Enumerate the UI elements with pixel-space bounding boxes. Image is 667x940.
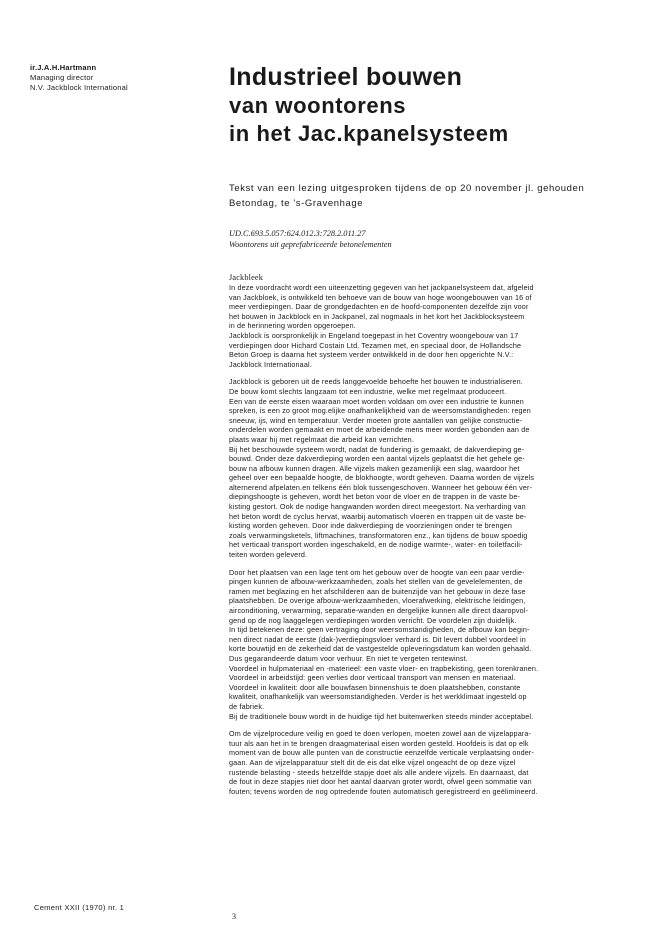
text-line: spreken, is een zo groot mog.elijke onafhankelijkheid van de weersomstandigheden: regen: [229, 406, 531, 416]
page-number: 3: [232, 912, 236, 921]
text-line: Jackblock is geboren uit de reeds langgevoelde behoefte het bouwen te industrialiseren.: [229, 377, 523, 387]
text-line: fouten; tevens worden de nog optredende fouten automatisch geregistreerd en geëlimineerd.: [229, 786, 538, 796]
text-line: diepingshoogte is geheven, wordt het beton voor de vloer en de trappen in de vaste be-: [229, 492, 521, 502]
text-line: In tijd betekenen deze: geen vertraging door weersomstandigheden, de afbouw kan begin-: [229, 625, 530, 635]
section-heading: Jackbleek: [229, 273, 264, 282]
text-line: kisting gestort. Ook de nodige hangwanden worden direct meegestort. Na verharding van: [229, 502, 526, 512]
text-line: ramen met beglazing en het afschilderen aan de buitenzijde van het gebouw in deze fase: [229, 586, 526, 596]
text-line: het verticaal transport worden ingeschakeld, en de nodige warmte-, water- en toiletfacili-: [229, 540, 523, 550]
text-line: verdiepingen door Hichard Costain Ltd. Tezamen met, en speciaal door, de Hollandsche: [229, 340, 522, 350]
text-line: het beton wordt de cyclus hervat, waarbij automatisch vloeren en trappen uit de vaste be-: [229, 511, 527, 521]
text-line: Voordeel in arbeidstijd: geen verlies door verticaal transport van mensen en materiaal.: [229, 673, 516, 683]
paragraph: [229, 568, 617, 722]
text-line: plaats waar hij met regelmaat die arbeid kan verrichten.: [229, 434, 414, 444]
text-line: onderdelen worden gemaakt en moet de arbeidende mens meer worden gebonden aan de: [229, 425, 530, 435]
text-line: Dus gegarandeerde datum voor verhuur. En niet te vergeten rentewinst.: [229, 653, 468, 663]
text-line: plaatshebben. De overige afbouw-werkzaamheden, vloerafwerking, elektrische leidingen,: [229, 596, 526, 606]
text-line: Beton Groep is daarna het systeem verder ontwikkeld in de door hen opgerichte N.V.:: [229, 350, 514, 360]
author-block: [30, 63, 128, 93]
text-line: airconditioning, verwarming, separatie-wanden en dergelijke kunnen alle direct daaropvol-: [229, 606, 529, 615]
text-line: gaan. Aan de vijzelapparatuur stelt dit de eis dat elke vijzel ongeacht de op deze vijzel: [229, 757, 516, 767]
journal-citation: Cement XXII (1970) nr. 1: [34, 903, 125, 912]
subtitle-line-2: Betondag, te 's-Gravenhage: [229, 198, 364, 209]
text-line: Bij het beschouwde systeem wordt, nadat de fundering is gemaakt, de dakverdieping ge-: [229, 444, 525, 454]
udc-description: Woontorens uit geprefabriceerde betonelementen: [229, 240, 392, 249]
text-line: tuur als aan het in te brengen draagmateriaal eisen worden gesteld. Hoofdeis is dat op elk: [229, 738, 529, 748]
text-line: Voordeel in hulpmateriaal en -materieel: een vaste vloer- en trapbekisting, geen torenkranen.: [229, 663, 539, 673]
text-line: Jackblock is oorspronkelijk in Engeland toegepast in het Coventry woongebouw van 17: [229, 330, 519, 340]
text-line: bouw na afbouw kunnen dragen. Alle vijzels maken gezamenlijk een slag, waardoor het: [229, 463, 520, 473]
author-company: N.V. Jackblock International: [30, 83, 128, 92]
text-line: Een van de eerste eisen waaraan moet worden voldaan om over een industrie te kunnen: [229, 396, 524, 406]
text-line: teiten worden geleverd.: [229, 550, 308, 560]
text-line: Voordeel in kwaliteit: door alle bouwfasen binnenshuis te doen plaatshebben, constante: [229, 682, 521, 692]
text-line: moment van de bouw alle punten van de constructie eenzelfde verticale verplaatsing onder-: [229, 748, 535, 758]
text-line: sneeuw, ijs, wind en temperatuur. Verder moeten grote aantallen van gelijke constructie-: [229, 415, 523, 425]
title-line-3: in het Jac.kpanelsysteem: [229, 121, 509, 146]
text-line: Jackblock Internationaal.: [229, 359, 312, 369]
udc-classification: [229, 228, 392, 250]
text-line: in de herinnering worden opgeroepen.: [229, 321, 356, 331]
udc-code: UD.C.693.5.057:624.012.3:728.2.011.27: [229, 229, 366, 238]
text-line: Door het plaatsen van een lage tent om het gebouw over de hoogte van een paar verdie-: [229, 567, 525, 577]
text-line: korte bouwtijd en de zekerheid dat de vastgestelde opleveringsdatum kan worden gehaald.: [229, 644, 532, 654]
title-line-2: van woontorens: [229, 93, 407, 118]
text-line: Om de vijzelprocedure veilig en goed te doen verlopen, moeten zowel aan de vijzelappara-: [229, 729, 532, 739]
text-line: van Jackbloek, is ontwikkeld ten behoeve van de bouw van hoge woongebouwen van 16 of: [229, 292, 532, 302]
paragraph: [229, 377, 617, 559]
paragraph: [229, 283, 617, 369]
text-line: meer verdiepingen. Daar de grondgedachten en de hoofd-componenten dezelfde zijn voor: [229, 302, 529, 312]
text-line: kisting worden geheven. Door inde dakverdieping de voorzieningen onder te brengen: [229, 521, 513, 531]
text-line: rustende belasting - steeds hetzelfde stapje doet als alle andere vijzels. En daarnaast, dat: [229, 767, 529, 777]
text-line: kwaliteit, onafhankelijk van weersomstandigheden. Verder is het werkklimaat ingesteld op: [229, 692, 527, 702]
text-line: de fout in deze stapjes niet door het aantal daarvan groter wordt, ofwel geen sommatie van: [229, 777, 532, 787]
article-body: [229, 273, 617, 804]
paragraphs-container: [229, 283, 617, 796]
author-role: Managing director: [30, 73, 94, 82]
author-name: ir.J.A.H.Hartmann: [30, 63, 97, 72]
text-line: zoals verwarmingsketels, liftmachines, transformatoren enz., kan tijdens de bouw spoedig: [229, 530, 528, 540]
text-line: gend op de nog laaggelegen verdiepingen worden verricht. De voordelen zijn duidelijk.: [229, 615, 517, 625]
subtitle-line-1: Tekst van een lezing uitgesproken tijdens de op 20 november jl. gehouden: [229, 183, 585, 194]
text-line: alternerend afpelaten.en telkens één blok tussengeschoven. Wanneer het gebouw één ver-: [229, 482, 533, 492]
paragraph: [229, 729, 617, 796]
article-title: [229, 62, 509, 148]
text-line: De bouw komt slechts langzaam tot een industrie, welke met regelmaat produceert.: [229, 386, 507, 396]
text-line: nen direct nadat de eerste (dak-)verdiepingsvloer verhard is. Dit levert dubbel voordeel in: [229, 634, 526, 644]
text-line: pingen kunnen de afbouw-werkzaamheden, zoals het stellen van de gevelelementen, de: [229, 577, 523, 587]
text-line: In deze voordracht wordt een uiteenzetting gegeven van het jackpanelsysteem dat, afgeleid: [229, 283, 534, 292]
title-line-1: Industrieel bouwen: [229, 63, 463, 91]
text-line: het bouwen in Jackblock en in Jackpanel, zal nogmaals in het kort het Jackblocksysteem: [229, 311, 525, 321]
text-line: Bij de traditionele bouw wordt in de huidige tijd het buitenwerken steeds minder acceptabel.: [229, 711, 534, 721]
article-subtitle: [229, 181, 619, 211]
text-line: geheel over een bepaalde hoogte, de blokhoogte, wordt geheven. Daarna worden de vijzels: [229, 473, 535, 483]
text-line: de fabriek.: [229, 701, 265, 711]
text-line: bouwd. Onder deze dakverdieping worden een aantal vijzels geplaatst die het gehele ge-: [229, 454, 525, 464]
